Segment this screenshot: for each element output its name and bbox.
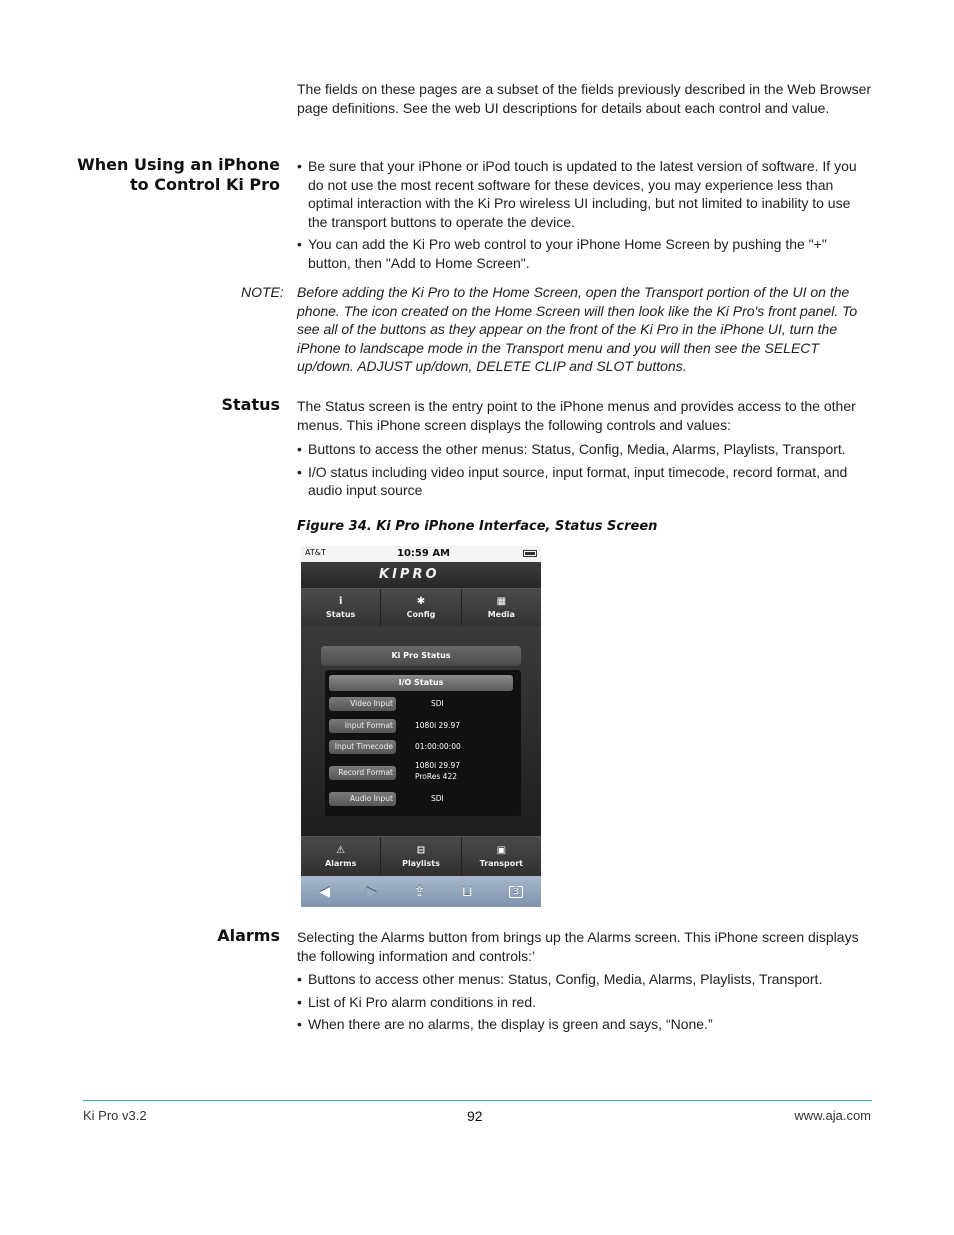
- io-label: Input Timecode: [329, 740, 396, 754]
- gear-icon: ✱: [416, 596, 426, 607]
- intro-paragraph: The fields on these pages are a subset of the fields previously described in the Web Browser page definitions. See the web UI descriptions for details about each control and value.: [297, 81, 872, 116]
- io-label: Record Format: [329, 766, 396, 780]
- alarms-bullets: [297, 970, 872, 1034]
- bullet-item: • Buttons to access the other menus: Status, Config, Media, Alarms, Playlists, Transport.: [297, 440, 872, 459]
- transport-nav-button[interactable]: [462, 837, 541, 876]
- footer-rule: [83, 1100, 872, 1101]
- back-icon[interactable]: ◀: [319, 883, 330, 900]
- io-value: ProRes 422: [415, 772, 457, 781]
- heading-line: When Using an iPhone: [77, 155, 280, 174]
- safari-toolbar: [301, 876, 541, 907]
- info-icon: i: [338, 596, 343, 607]
- logo-bar: [301, 562, 541, 588]
- bullet-item: • Buttons to access other menus: Status, Config, Media, Alarms, Playlists, Transport.: [297, 970, 872, 989]
- io-label: Audio Input: [329, 792, 396, 806]
- iphone-section-heading: [77, 155, 280, 195]
- tabs-icon[interactable]: 3: [509, 886, 523, 898]
- nav-label: Alarms: [324, 859, 357, 868]
- bullet-item: • Be sure that your iPhone or iPod touch is updated to the latest version of software. If you do not use the most recent software for these devices, you may experience less than optimal interaction with the Ki Pro wireless UI including, but not limited to inability to use the transport buttons to operate the device.: [297, 157, 872, 231]
- io-value: SDI: [431, 794, 444, 803]
- io-status-panel: [325, 670, 521, 816]
- bottom-nav: [301, 836, 541, 876]
- footer-doc-version: Ki Pro v3.2: [83, 1108, 147, 1123]
- nav-label: Transport: [479, 859, 523, 868]
- io-label: Input Format: [329, 719, 396, 733]
- io-value: SDI: [431, 699, 444, 708]
- status-paragraph: The Status screen is the entry point to the iPhone menus and provides access to the other menus. This iPhone screen displays the following controls and values:: [297, 398, 856, 433]
- clock-label: 10:59 AM: [397, 548, 451, 559]
- status-heading: Status: [221, 395, 280, 414]
- grid-icon: ▦: [496, 596, 507, 607]
- nav-label: Config: [406, 610, 436, 619]
- kipro-logo: KIPRO: [379, 567, 440, 582]
- heading-line: to Control Ki Pro: [130, 175, 280, 194]
- status-bullets: [297, 440, 872, 500]
- bullet-item: • You can add the Ki Pro web control to your iPhone Home Screen by pushing the "+" button, then "Add to Home Screen".: [297, 235, 872, 272]
- io-value: 1080i 29.97: [415, 761, 461, 770]
- note-text: Before adding the Ki Pro to the Home Screen, open the Transport portion of the UI on the phone. The icon created on the Home Screen will then look like the Ki Pro's front panel. To see all of the buttons as they appear on the front of the Ki Pro in the iPhone UI, turn the iPhone to landscape mode in the Transport menu and you will then see the SELECT up/down. ADJUST up/down, DELETE CLIP and SLOT buttons.: [297, 284, 858, 375]
- carrier-label: AT&T: [305, 548, 326, 557]
- nav-label: Status: [326, 610, 356, 619]
- bullet-item: • When there are no alarms, the display is green and says, “None.”: [297, 1015, 872, 1034]
- nav-label: Media: [487, 610, 515, 619]
- figure-caption: Figure 34. Ki Pro iPhone Interface, Status Screen: [297, 519, 658, 534]
- footer-website: www.aja.com: [794, 1108, 871, 1123]
- ki-pro-status-header: Ki Pro Status: [321, 646, 521, 666]
- transport-icon: ▣: [496, 845, 507, 856]
- iphone-bullets: [297, 157, 872, 273]
- io-value: 01:00:00:00: [415, 742, 461, 751]
- io-status-header: I/O Status: [329, 675, 513, 691]
- bookmarks-icon[interactable]: ⊔: [461, 883, 473, 900]
- bullet-item: • List of Ki Pro alarm conditions in red.: [297, 993, 872, 1012]
- config-nav-button[interactable]: [381, 589, 461, 626]
- alarms-nav-button[interactable]: [301, 837, 381, 876]
- page-number: 92: [467, 1108, 483, 1124]
- warning-icon: ⚠: [336, 845, 346, 856]
- playlist-icon: ⊟: [416, 845, 426, 856]
- forward-icon[interactable]: ▶: [366, 883, 378, 900]
- iphone-screenshot: [301, 546, 541, 907]
- share-icon[interactable]: ⇪: [413, 883, 426, 900]
- playlists-nav-button[interactable]: [381, 837, 461, 876]
- phone-status-bar: [301, 546, 541, 562]
- media-nav-button[interactable]: [462, 589, 541, 626]
- nav-label: Playlists: [402, 859, 440, 868]
- battery-icon: [523, 550, 537, 557]
- status-content: [301, 626, 541, 836]
- alarms-paragraph: Selecting the Alarms button from brings up the Alarms screen. This iPhone screen displays the following information and controls:’: [297, 929, 859, 964]
- top-nav: [301, 588, 541, 626]
- io-value: 1080i 29.97: [415, 721, 461, 730]
- alarms-heading: Alarms: [217, 926, 280, 945]
- bullet-item: • I/O status including video input source, input format, input timecode, record format, and audio input source: [297, 463, 872, 500]
- note-label: NOTE:: [241, 284, 284, 300]
- status-nav-button[interactable]: [301, 589, 381, 626]
- io-label: Video Input: [329, 697, 396, 711]
